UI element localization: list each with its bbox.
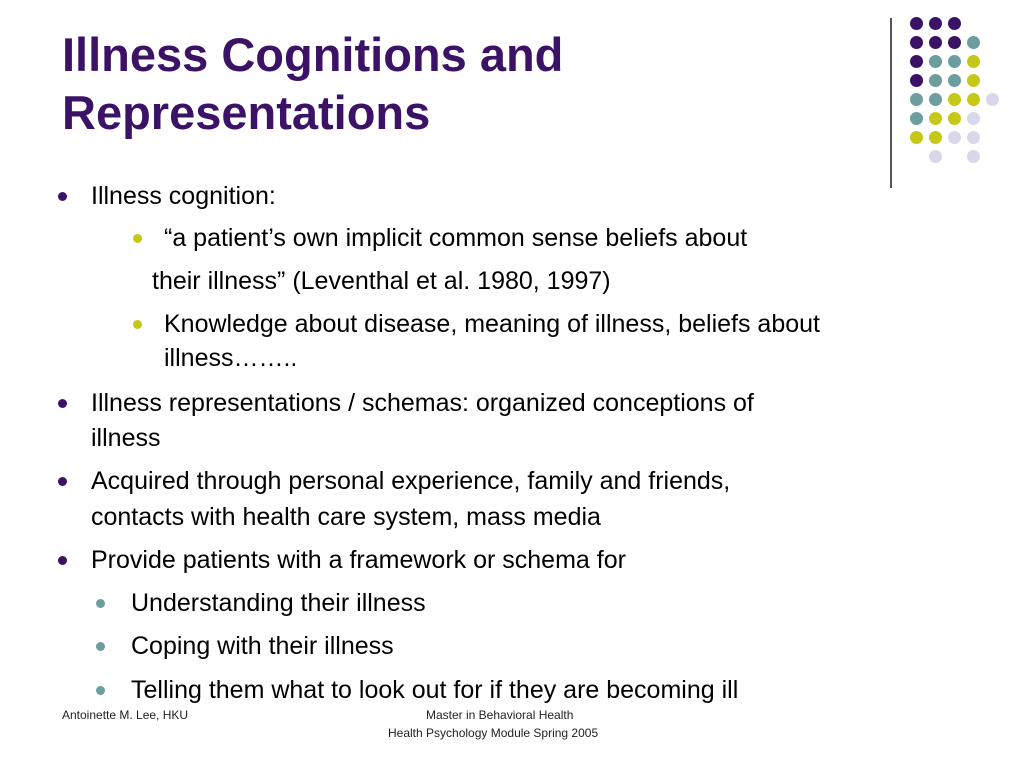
dot [967, 36, 980, 49]
bullet-3-line-1: Acquired through personal experience, family and friends, [91, 467, 731, 495]
dot [929, 131, 942, 144]
bullet-icon [96, 642, 105, 651]
bullet-1-sub-1-line-2: their illness” (Leventhal et al. 1980, 1997) [152, 267, 611, 295]
bullet-2-line-2: illness [91, 424, 161, 452]
bullet-4-sub-1: Understanding their illness [131, 589, 426, 617]
bullet-icon [96, 599, 105, 608]
dot [929, 17, 942, 30]
dot [967, 150, 980, 163]
dot [948, 17, 961, 30]
dot [929, 93, 942, 106]
bullet-icon [58, 556, 67, 565]
dot [948, 74, 961, 87]
title-line-2: Representations [62, 86, 431, 139]
dot [910, 112, 923, 125]
bullet-4-sub-2: Coping with their illness [131, 632, 394, 660]
bullet-icon [133, 320, 142, 329]
dot [910, 74, 923, 87]
dot [967, 93, 980, 106]
bullet-1-sub-2-line-2: illness…….. [164, 344, 298, 372]
dot [967, 131, 980, 144]
dot [967, 74, 980, 87]
decorative-vertical-line [890, 18, 892, 188]
dot [910, 17, 923, 30]
bullet-icon [96, 686, 105, 695]
title-line-1: Illness Cognitions and [62, 28, 564, 81]
bullet-1-sub-1-line-1: “a patient’s own implicit common sense beliefs about [164, 224, 748, 252]
footer-course-line-1: Master in Behavioral Health [426, 708, 574, 722]
dot [910, 131, 923, 144]
dot [929, 36, 942, 49]
dot [929, 150, 942, 163]
dot [910, 93, 923, 106]
dot [948, 93, 961, 106]
dot [948, 55, 961, 68]
dot [967, 112, 980, 125]
dot [948, 112, 961, 125]
bullet-4-text: Provide patients with a framework or schema for [91, 546, 626, 574]
bullet-1-sub-2-line-1: Knowledge about disease, meaning of illness, beliefs about [164, 310, 820, 338]
dot [910, 55, 923, 68]
dot [929, 55, 942, 68]
dot [929, 74, 942, 87]
bullet-icon [133, 234, 142, 243]
dot [967, 55, 980, 68]
decorative-dot-grid [908, 15, 1008, 165]
bullet-3-line-2: contacts with health care system, mass media [91, 503, 601, 531]
bullet-1-text: Illness cognition: [91, 182, 276, 210]
bullet-icon [58, 477, 67, 486]
bullet-icon [58, 192, 67, 201]
bullet-icon [58, 399, 67, 408]
footer-course-line-2: Health Psychology Module Spring 2005 [388, 726, 599, 740]
dot [910, 36, 923, 49]
footer-author: Antoinette M. Lee, HKU [62, 708, 189, 722]
dot [948, 36, 961, 49]
slide-title [62, 26, 822, 142]
dot [948, 131, 961, 144]
bullet-4-sub-3: Telling them what to look out for if they are becoming ill [131, 676, 739, 704]
dot [986, 93, 999, 106]
dot [929, 112, 942, 125]
bullet-2-line-1: Illness representations / schemas: organized conceptions of [91, 389, 754, 417]
